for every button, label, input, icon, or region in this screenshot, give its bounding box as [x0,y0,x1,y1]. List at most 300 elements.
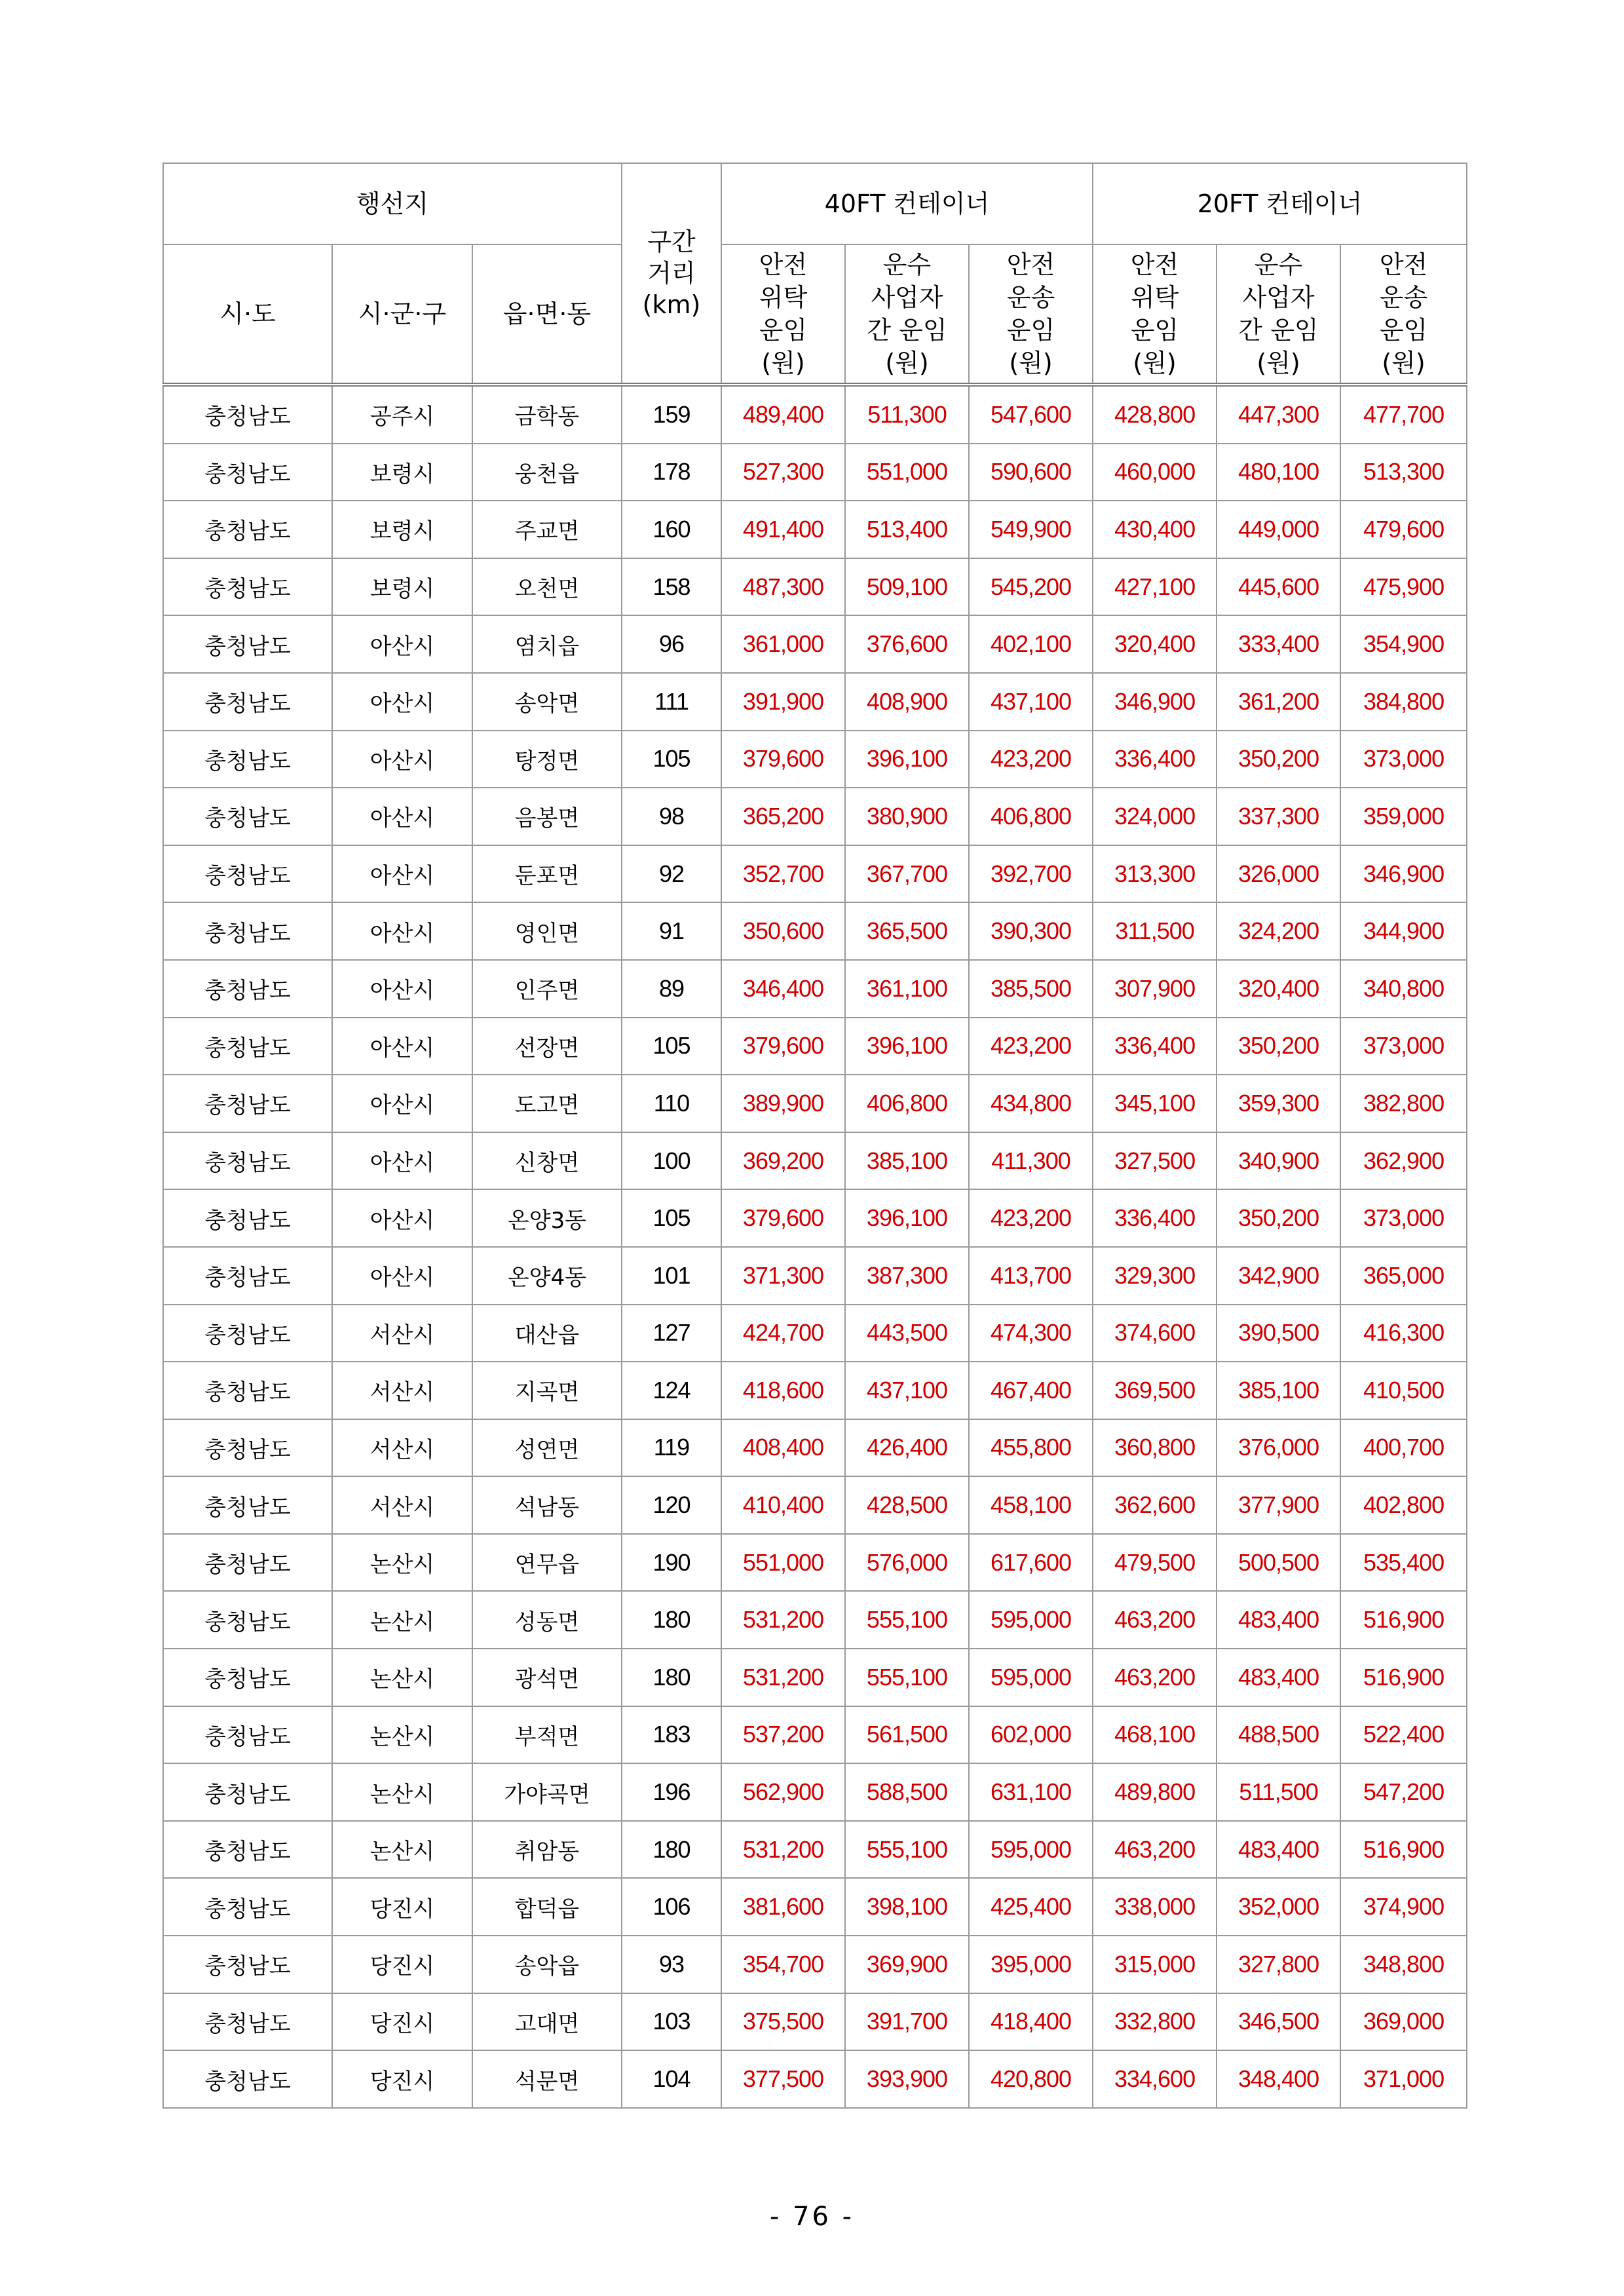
header-40ft-carrier [845,244,969,385]
rate-40ft-safe-transport: 411,300 [969,1132,1093,1190]
eupmyeondong-cell: 송악읍 [472,1936,622,1993]
rate-40ft-safe-transport: 395,000 [969,1936,1093,1993]
distance-cell: 111 [622,673,721,731]
rate-40ft-carrier: 369,900 [845,1936,969,1993]
distance-cell: 180 [622,1649,721,1706]
distance-cell: 106 [622,1878,721,1936]
rate-20ft-safe-consign: 463,200 [1093,1821,1217,1879]
rate-40ft-safe-consign: 531,200 [721,1591,845,1649]
header-text: 운수 [882,250,932,279]
eupmyeondong-cell: 신창면 [472,1132,622,1190]
eupmyeondong-cell: 지곡면 [472,1362,622,1419]
rate-20ft-carrier: 333,400 [1217,615,1340,673]
sido-cell: 충청남도 [163,1075,332,1132]
rate-20ft-safe-transport: 479,600 [1340,501,1467,558]
rate-40ft-safe-transport: 392,700 [969,845,1093,903]
sigungu-cell: 논산시 [332,1763,472,1821]
sigungu-cell: 아산시 [332,1189,472,1247]
sigungu-cell: 아산시 [332,731,472,788]
distance-cell: 124 [622,1362,721,1419]
sigungu-cell: 아산시 [332,1018,472,1075]
rate-40ft-carrier: 396,100 [845,731,969,788]
rate-20ft-safe-consign: 345,100 [1093,1075,1217,1132]
rate-20ft-carrier: 483,400 [1217,1591,1340,1649]
eupmyeondong-cell: 성연면 [472,1419,622,1477]
eupmyeondong-cell: 온양4동 [472,1247,622,1305]
distance-cell: 105 [622,731,721,788]
table-row [163,1706,1467,1764]
rate-20ft-carrier: 376,000 [1217,1419,1340,1477]
rate-40ft-safe-transport: 423,200 [969,1018,1093,1075]
rate-40ft-carrier: 588,500 [845,1763,969,1821]
rate-20ft-safe-transport: 365,000 [1340,1247,1467,1305]
rate-40ft-carrier: 443,500 [845,1305,969,1362]
sido-cell: 충청남도 [163,673,332,731]
sigungu-cell: 아산시 [332,1075,472,1132]
header-distance-line2: 거리 [647,259,696,288]
eupmyeondong-cell: 영인면 [472,902,622,960]
table-row [163,615,1467,673]
rate-20ft-safe-consign: 315,000 [1093,1936,1217,1993]
distance-cell: 180 [622,1591,721,1649]
sigungu-cell: 서산시 [332,1476,472,1534]
distance-cell: 89 [622,960,721,1018]
eupmyeondong-cell: 염치읍 [472,615,622,673]
rate-40ft-safe-transport: 402,100 [969,615,1093,673]
sigungu-cell: 아산시 [332,1132,472,1190]
distance-cell: 110 [622,1075,721,1132]
table-header [163,163,1467,385]
rate-20ft-carrier: 447,300 [1217,385,1340,444]
rate-20ft-safe-transport: 371,000 [1340,2050,1467,2108]
header-text: 간 운임 [1238,316,1319,345]
sigungu-cell: 논산시 [332,1649,472,1706]
rate-20ft-carrier: 337,300 [1217,788,1340,845]
rate-20ft-safe-transport: 400,700 [1340,1419,1467,1477]
header-20ft-carrier [1217,244,1340,385]
distance-cell: 93 [622,1936,721,1993]
sigungu-cell: 논산시 [332,1534,472,1592]
rate-40ft-safe-transport: 549,900 [969,501,1093,558]
header-text: 운임 [1006,316,1055,345]
rate-20ft-safe-consign: 346,900 [1093,673,1217,731]
eupmyeondong-cell: 인주면 [472,960,622,1018]
sigungu-cell: 당진시 [332,1878,472,1936]
header-text: 운수 [1254,250,1303,279]
rate-40ft-carrier: 555,100 [845,1649,969,1706]
sido-cell: 충청남도 [163,1132,332,1190]
rate-20ft-safe-consign: 479,500 [1093,1534,1217,1592]
rate-20ft-carrier: 449,000 [1217,501,1340,558]
rate-40ft-safe-transport: 418,400 [969,1993,1093,2051]
table-body [163,385,1467,2108]
sigungu-cell: 당진시 [332,1993,472,2051]
rate-20ft-safe-consign: 329,300 [1093,1247,1217,1305]
rate-20ft-carrier: 348,400 [1217,2050,1340,2108]
rate-40ft-carrier: 380,900 [845,788,969,845]
rate-40ft-safe-transport: 595,000 [969,1821,1093,1879]
sigungu-cell: 아산시 [332,788,472,845]
rate-20ft-safe-transport: 362,900 [1340,1132,1467,1190]
sigungu-cell: 당진시 [332,2050,472,2108]
distance-cell: 100 [622,1132,721,1190]
header-text: (원) [1133,349,1177,377]
sigungu-cell: 아산시 [332,673,472,731]
rate-20ft-safe-consign: 334,600 [1093,2050,1217,2108]
rate-20ft-carrier: 445,600 [1217,558,1340,616]
distance-cell: 105 [622,1189,721,1247]
rate-40ft-safe-transport: 406,800 [969,788,1093,845]
rate-40ft-safe-transport: 547,600 [969,385,1093,444]
sido-cell: 충청남도 [163,788,332,845]
header-sigungu: 시·군·구 [332,244,472,385]
rate-40ft-carrier: 511,300 [845,385,969,444]
rate-40ft-safe-consign: 424,700 [721,1305,845,1362]
table-row [163,1534,1467,1592]
rate-20ft-safe-transport: 516,900 [1340,1591,1467,1649]
rate-20ft-safe-consign: 430,400 [1093,501,1217,558]
rate-20ft-carrier: 385,100 [1217,1362,1340,1419]
table-row [163,1247,1467,1305]
header-text: 위탁 [1130,283,1179,312]
sido-cell: 충청남도 [163,444,332,501]
eupmyeondong-cell: 취암동 [472,1821,622,1879]
distance-cell: 180 [622,1821,721,1879]
eupmyeondong-cell: 온양3동 [472,1189,622,1247]
table-row [163,902,1467,960]
sido-cell: 충청남도 [163,1534,332,1592]
rate-40ft-carrier: 509,100 [845,558,969,616]
rate-20ft-safe-consign: 324,000 [1093,788,1217,845]
freight-rate-table [162,163,1467,2109]
rate-40ft-safe-consign: 350,600 [721,902,845,960]
rate-40ft-safe-transport: 595,000 [969,1591,1093,1649]
rate-40ft-safe-transport: 413,700 [969,1247,1093,1305]
header-20ft-safe-transport [1340,244,1467,385]
eupmyeondong-cell: 고대면 [472,1993,622,2051]
rate-40ft-safe-transport: 420,800 [969,2050,1093,2108]
sigungu-cell: 당진시 [332,1936,472,1993]
rate-20ft-carrier: 488,500 [1217,1706,1340,1764]
distance-cell: 92 [622,845,721,903]
header-text: 위탁 [759,283,808,312]
distance-cell: 101 [622,1247,721,1305]
eupmyeondong-cell: 연무읍 [472,1534,622,1592]
header-text: 안전 [1379,250,1428,279]
rate-20ft-safe-consign: 362,600 [1093,1476,1217,1534]
table-row [163,1132,1467,1190]
header-20ft: 20FT 컨테이너 [1093,163,1467,244]
header-text: (원) [1009,349,1053,377]
rate-40ft-safe-transport: 423,200 [969,731,1093,788]
header-40ft-safe-transport [969,244,1093,385]
rate-20ft-safe-transport: 535,400 [1340,1534,1467,1592]
header-text: 운송 [1006,283,1055,312]
rate-40ft-carrier: 391,700 [845,1993,969,2051]
rate-40ft-safe-transport: 434,800 [969,1075,1093,1132]
rate-20ft-safe-transport: 340,800 [1340,960,1467,1018]
table-row [163,1189,1467,1247]
rate-20ft-safe-transport: 346,900 [1340,845,1467,903]
sido-cell: 충청남도 [163,1878,332,1936]
header-text: 운임 [1379,316,1428,345]
rate-20ft-carrier: 377,900 [1217,1476,1340,1534]
sigungu-cell: 논산시 [332,1591,472,1649]
header-distance-line1: 구간 [647,227,696,256]
rate-20ft-safe-transport: 475,900 [1340,558,1467,616]
rate-40ft-carrier: 551,000 [845,444,969,501]
sigungu-cell: 아산시 [332,615,472,673]
sido-cell: 충청남도 [163,1018,332,1075]
table-row [163,1305,1467,1362]
rate-20ft-safe-consign: 463,200 [1093,1591,1217,1649]
rate-20ft-safe-transport: 354,900 [1340,615,1467,673]
rate-40ft-safe-transport: 474,300 [969,1305,1093,1362]
rate-40ft-safe-consign: 527,300 [721,444,845,501]
sigungu-cell: 보령시 [332,558,472,616]
rate-40ft-safe-consign: 487,300 [721,558,845,616]
rate-20ft-safe-transport: 516,900 [1340,1649,1467,1706]
table-row [163,1591,1467,1649]
rate-20ft-carrier: 390,500 [1217,1305,1340,1362]
header-distance-line3: (km) [642,290,701,319]
distance-cell: 105 [622,1018,721,1075]
rate-40ft-safe-transport: 602,000 [969,1706,1093,1764]
rate-40ft-carrier: 426,400 [845,1419,969,1477]
header-text: 안전 [1006,250,1055,279]
header-text: 간 운임 [867,316,947,345]
rate-20ft-safe-consign: 374,600 [1093,1305,1217,1362]
rate-20ft-safe-transport: 522,400 [1340,1706,1467,1764]
header-text: 운임 [759,316,808,345]
sigungu-cell: 보령시 [332,444,472,501]
rate-40ft-safe-consign: 489,400 [721,385,845,444]
rate-20ft-safe-transport: 410,500 [1340,1362,1467,1419]
rate-40ft-safe-consign: 379,600 [721,731,845,788]
distance-cell: 159 [622,385,721,444]
table-row [163,1018,1467,1075]
sido-cell: 충청남도 [163,1763,332,1821]
rate-40ft-carrier: 406,800 [845,1075,969,1132]
distance-cell: 160 [622,501,721,558]
rate-40ft-carrier: 396,100 [845,1189,969,1247]
sido-cell: 충청남도 [163,1821,332,1879]
rate-40ft-carrier: 428,500 [845,1476,969,1534]
rate-20ft-safe-consign: 369,500 [1093,1362,1217,1419]
rate-20ft-safe-consign: 336,400 [1093,1189,1217,1247]
rate-40ft-carrier: 437,100 [845,1362,969,1419]
rate-20ft-carrier: 320,400 [1217,960,1340,1018]
table-row [163,1476,1467,1534]
rate-40ft-safe-consign: 531,200 [721,1649,845,1706]
rate-40ft-carrier: 561,500 [845,1706,969,1764]
sido-cell: 충청남도 [163,1419,332,1477]
eupmyeondong-cell: 석문면 [472,2050,622,2108]
rate-20ft-carrier: 327,800 [1217,1936,1340,1993]
rate-40ft-safe-consign: 371,300 [721,1247,845,1305]
sigungu-cell: 서산시 [332,1362,472,1419]
distance-cell: 104 [622,2050,721,2108]
rate-40ft-safe-transport: 458,100 [969,1476,1093,1534]
rate-20ft-carrier: 324,200 [1217,902,1340,960]
rate-40ft-carrier: 408,900 [845,673,969,731]
rate-20ft-safe-transport: 384,800 [1340,673,1467,731]
header-text: 안전 [759,250,808,279]
sido-cell: 충청남도 [163,1362,332,1419]
header-text: (원) [1382,349,1426,377]
sigungu-cell: 논산시 [332,1821,472,1879]
sido-cell: 충청남도 [163,2050,332,2108]
header-text: 사업자 [1242,283,1315,312]
rate-40ft-carrier: 398,100 [845,1878,969,1936]
rate-40ft-safe-consign: 361,000 [721,615,845,673]
rate-40ft-safe-consign: 381,600 [721,1878,845,1936]
rate-40ft-safe-transport: 545,200 [969,558,1093,616]
rate-40ft-carrier: 576,000 [845,1534,969,1592]
eupmyeondong-cell: 석남동 [472,1476,622,1534]
rate-40ft-carrier: 387,300 [845,1247,969,1305]
table-row [163,385,1467,444]
rate-20ft-safe-transport: 344,900 [1340,902,1467,960]
table-row [163,1649,1467,1706]
sido-cell: 충청남도 [163,1476,332,1534]
header-text: (원) [1256,349,1300,377]
sido-cell: 충청남도 [163,960,332,1018]
rate-40ft-safe-transport: 590,600 [969,444,1093,501]
rate-20ft-safe-transport: 513,300 [1340,444,1467,501]
rate-40ft-safe-consign: 354,700 [721,1936,845,1993]
rate-20ft-safe-transport: 348,800 [1340,1936,1467,1993]
rate-20ft-carrier: 350,200 [1217,731,1340,788]
eupmyeondong-cell: 대산읍 [472,1305,622,1362]
table-row [163,1993,1467,2051]
rate-40ft-safe-consign: 379,600 [721,1018,845,1075]
sigungu-cell: 아산시 [332,960,472,1018]
rate-40ft-safe-consign: 375,500 [721,1993,845,2051]
table-row [163,845,1467,903]
eupmyeondong-cell: 도고면 [472,1075,622,1132]
rate-40ft-safe-consign: 491,400 [721,501,845,558]
table-row [163,1763,1467,1821]
sido-cell: 충청남도 [163,615,332,673]
header-sido: 시·도 [163,244,332,385]
rate-20ft-safe-consign: 427,100 [1093,558,1217,616]
rate-20ft-carrier: 361,200 [1217,673,1340,731]
table-row [163,788,1467,845]
rate-40ft-safe-consign: 389,900 [721,1075,845,1132]
table-row [163,1075,1467,1132]
distance-cell: 190 [622,1534,721,1592]
header-text: 운임 [1130,316,1179,345]
eupmyeondong-cell: 송악면 [472,673,622,731]
rate-20ft-carrier: 483,400 [1217,1649,1340,1706]
rate-40ft-safe-consign: 391,900 [721,673,845,731]
table-row [163,501,1467,558]
sigungu-cell: 서산시 [332,1419,472,1477]
distance-cell: 91 [622,902,721,960]
table-row [163,731,1467,788]
rate-20ft-safe-transport: 416,300 [1340,1305,1467,1362]
distance-cell: 103 [622,1993,721,2051]
rate-20ft-carrier: 480,100 [1217,444,1340,501]
rate-40ft-carrier: 365,500 [845,902,969,960]
distance-cell: 196 [622,1763,721,1821]
sigungu-cell: 서산시 [332,1305,472,1362]
rate-20ft-carrier: 483,400 [1217,1821,1340,1879]
sido-cell: 충청남도 [163,1189,332,1247]
distance-cell: 98 [622,788,721,845]
header-text: 운송 [1379,283,1428,312]
table-row [163,444,1467,501]
rate-20ft-safe-transport: 477,700 [1340,385,1467,444]
table-row [163,1878,1467,1936]
rate-40ft-safe-consign: 346,400 [721,960,845,1018]
header-40ft-safe-consign [721,244,845,385]
sido-cell: 충청남도 [163,1591,332,1649]
distance-cell: 96 [622,615,721,673]
rate-20ft-safe-consign: 460,000 [1093,444,1217,501]
eupmyeondong-cell: 합덕읍 [472,1878,622,1936]
rate-20ft-safe-consign: 336,400 [1093,731,1217,788]
rate-40ft-safe-transport: 631,100 [969,1763,1093,1821]
rate-20ft-carrier: 340,900 [1217,1132,1340,1190]
header-40ft: 40FT 컨테이너 [721,163,1093,244]
rate-20ft-carrier: 359,300 [1217,1075,1340,1132]
table-row [163,1362,1467,1419]
sigungu-cell: 보령시 [332,501,472,558]
eupmyeondong-cell: 주교면 [472,501,622,558]
eupmyeondong-cell: 부적면 [472,1706,622,1764]
rate-40ft-carrier: 376,600 [845,615,969,673]
distance-cell: 119 [622,1419,721,1477]
sido-cell: 충청남도 [163,845,332,903]
rate-40ft-safe-consign: 377,500 [721,2050,845,2108]
distance-cell: 183 [622,1706,721,1764]
table-row [163,960,1467,1018]
eupmyeondong-cell: 성동면 [472,1591,622,1649]
rate-20ft-carrier: 342,900 [1217,1247,1340,1305]
sido-cell: 충청남도 [163,501,332,558]
sido-cell: 충청남도 [163,1649,332,1706]
rate-40ft-carrier: 555,100 [845,1591,969,1649]
sido-cell: 충청남도 [163,1936,332,1993]
rate-20ft-safe-transport: 516,900 [1340,1821,1467,1879]
page-number: - 76 - [769,2202,855,2232]
rate-40ft-safe-transport: 390,300 [969,902,1093,960]
rate-20ft-carrier: 511,500 [1217,1763,1340,1821]
rate-40ft-carrier: 361,100 [845,960,969,1018]
rate-40ft-safe-consign: 352,700 [721,845,845,903]
sigungu-cell: 아산시 [332,1247,472,1305]
rate-40ft-safe-consign: 410,400 [721,1476,845,1534]
rate-20ft-carrier: 346,500 [1217,1993,1340,2051]
sigungu-cell: 아산시 [332,902,472,960]
rate-40ft-safe-consign: 379,600 [721,1189,845,1247]
header-text: (원) [761,349,805,377]
sido-cell: 충청남도 [163,1993,332,2051]
rate-20ft-safe-consign: 489,800 [1093,1763,1217,1821]
eupmyeondong-cell: 둔포면 [472,845,622,903]
header-distance [622,163,721,385]
table-row [163,2050,1467,2108]
rate-20ft-safe-transport: 359,000 [1340,788,1467,845]
rate-20ft-safe-consign: 332,800 [1093,1993,1217,2051]
rate-20ft-carrier: 350,200 [1217,1189,1340,1247]
header-20ft-safe-consign [1093,244,1217,385]
header-eupmyeondong: 읍·면·동 [472,244,622,385]
rate-20ft-carrier: 352,000 [1217,1878,1340,1936]
rate-40ft-carrier: 393,900 [845,2050,969,2108]
